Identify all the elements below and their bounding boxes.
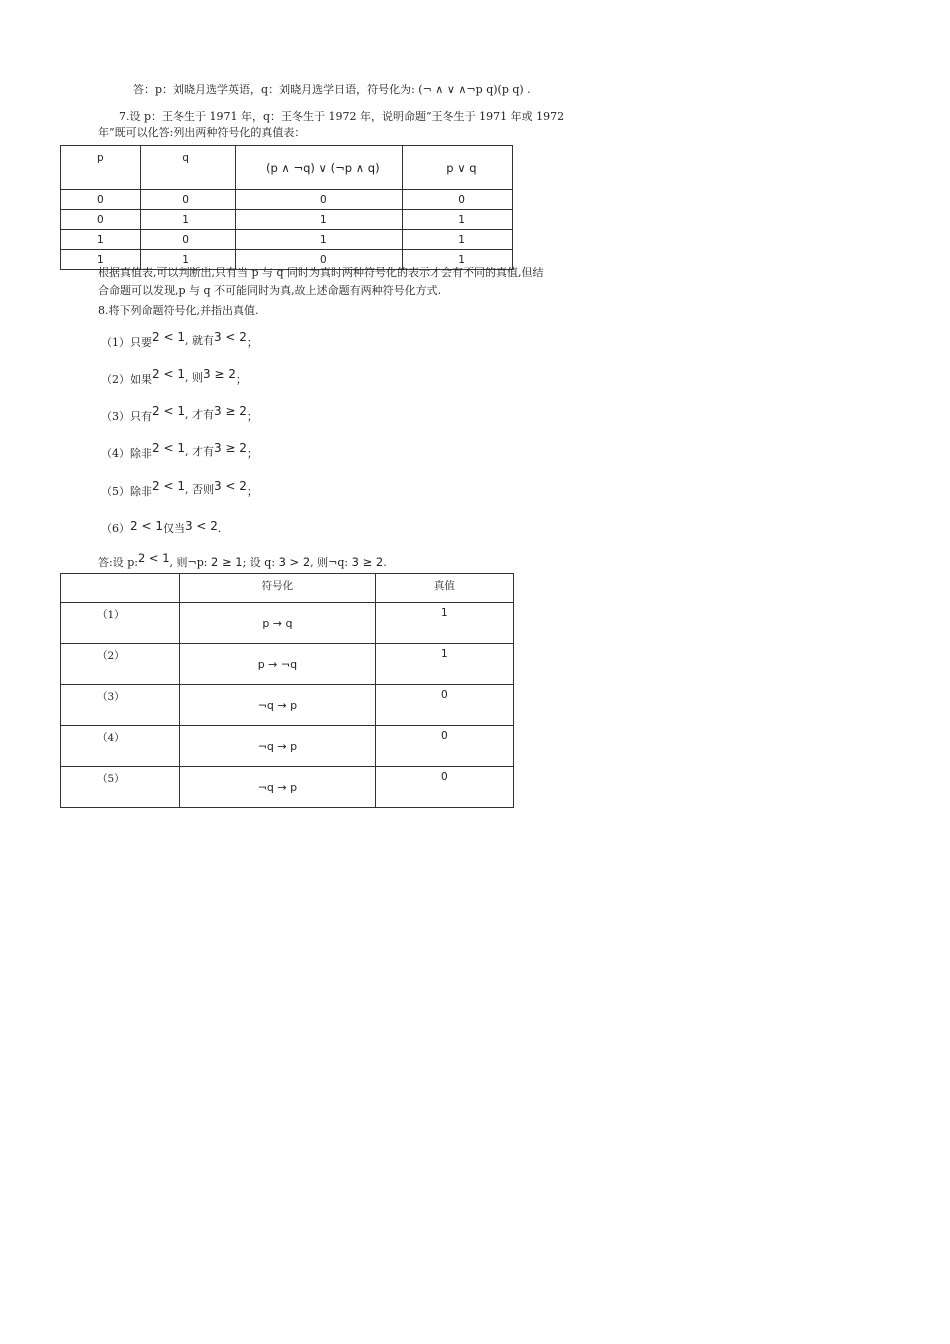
item-end: ；: [246, 447, 258, 460]
item-number: （4）: [101, 447, 130, 460]
table-cell: [180, 726, 376, 767]
item-math-2: 3 ≥ 2: [213, 404, 247, 418]
table-cell: [180, 767, 376, 808]
answer-8-math: 3 ≥ 2: [351, 555, 384, 569]
item-number: （1）: [101, 336, 130, 349]
item-end: ；: [235, 373, 247, 386]
table-cell: 1: [403, 210, 513, 230]
table-cell: 1: [235, 230, 402, 250]
question-8-item-6: [101, 520, 221, 536]
table-cell: 0: [141, 230, 236, 250]
item-math-2: 3 < 2: [184, 519, 218, 533]
table-cell: 0: [375, 767, 513, 808]
answer-8-part: , 则¬p:: [169, 556, 212, 569]
truth-table-1: [60, 145, 513, 270]
symbolization-table-header: [61, 574, 514, 603]
answer-8-part: ; 设 q:: [242, 556, 279, 569]
table-row: [61, 210, 513, 230]
answer-6-line: 答：p：刘晓月选学英语，q：刘晓月选学日语，符号化为: (¬ ∧ ∨ ∧¬p q)(p q) .: [133, 83, 531, 96]
formula: ¬q → p: [257, 699, 298, 712]
table-row: [61, 644, 514, 685]
item-middle: , 则: [184, 371, 203, 384]
table-cell: 1: [235, 210, 402, 230]
item-math-1: 2 < 1: [130, 519, 163, 533]
question-8-item-1: [101, 330, 258, 350]
answer-8-part: .: [383, 556, 387, 569]
item-prefix: 除非: [130, 485, 152, 498]
table-cell: [180, 685, 376, 726]
item-math-2: 3 ≥ 2: [202, 367, 236, 381]
table-cell: （3）: [61, 685, 180, 726]
table-cell: 0: [141, 190, 236, 210]
item-number: （2）: [101, 373, 130, 386]
table-cell: 0: [375, 726, 513, 767]
item-end: ；: [246, 485, 258, 498]
conclusion-line-2: 合命题可以发现,p 与 q 不可能同时为真,故上述命题有两种符号化方式.: [98, 284, 442, 297]
table-cell: 1: [403, 230, 513, 250]
header-exclusive-or: (p ∧ ¬q) ∨ (¬p ∧ q): [235, 146, 402, 190]
conclusion-line-1: 根据真值表,可以判断出,只有当 p 与 q 同时为真时两种符号化的表示才会有不同的真值,但结: [98, 266, 544, 279]
table-cell: 0: [235, 190, 402, 210]
header-q: q: [141, 146, 236, 190]
answer-8-math: 2 ≥ 1: [211, 555, 243, 569]
table-row: [61, 230, 513, 250]
answer-8-math: 2 < 1: [137, 551, 170, 565]
symbolization-table: [60, 573, 514, 808]
table-cell: （4）: [61, 726, 180, 767]
header-p: p: [61, 146, 141, 190]
table-cell: （5）: [61, 767, 180, 808]
question-8-item-5: [101, 479, 258, 499]
table-row: [61, 603, 514, 644]
item-end: ；: [246, 336, 258, 349]
item-math-2: 3 ≥ 2: [213, 441, 247, 455]
answer-8-line: [98, 551, 387, 570]
table-row: [61, 726, 514, 767]
formula: ¬q → p: [257, 781, 298, 794]
table-cell: 0: [235, 250, 402, 270]
table-cell: 1: [375, 644, 513, 685]
answer-8-part: , 则¬q:: [310, 556, 352, 569]
table-cell: 1: [61, 230, 141, 250]
item-prefix: 如果: [130, 373, 152, 386]
item-math-2: 3 < 2: [213, 330, 247, 344]
header-inclusive-or: p ∨ q: [403, 146, 513, 190]
table-cell: 0: [403, 190, 513, 210]
formula: p → q: [262, 617, 293, 630]
table-row: [61, 767, 514, 808]
answer-8-part: 答:设 p:: [98, 556, 138, 569]
item-math-1: 2 < 1: [152, 367, 185, 381]
item-middle: , 否则: [184, 483, 214, 496]
header-empty: [61, 574, 180, 603]
item-math-1: 2 < 1: [152, 330, 185, 344]
item-math-1: 2 < 1: [152, 441, 185, 455]
formula: ¬q → p: [257, 740, 298, 753]
header-symbolization: 符号化: [180, 574, 376, 603]
item-number: （3）: [101, 410, 130, 423]
item-middle: , 就有: [184, 334, 214, 347]
item-number: （5）: [101, 485, 130, 498]
item-prefix: 除非: [130, 447, 152, 460]
table-cell: 0: [61, 190, 141, 210]
question-7-line-2: 年”既可以化答:列出两种符号化的真值表：: [98, 126, 306, 139]
table-cell: 0: [61, 210, 141, 230]
item-middle: 仅当: [162, 522, 185, 535]
item-number: （6）: [101, 522, 130, 535]
table-cell: [180, 644, 376, 685]
item-prefix: 只有: [130, 410, 152, 423]
item-math-2: 3 < 2: [213, 479, 247, 493]
formula: p → ¬q: [257, 658, 298, 671]
answer-8-math: 3 > 2: [278, 555, 311, 569]
item-math-1: 2 < 1: [152, 479, 185, 493]
question-8-item-3: [101, 404, 258, 424]
item-end: ；: [246, 410, 258, 423]
item-math-1: 2 < 1: [152, 404, 185, 418]
item-middle: , 才有: [184, 408, 214, 421]
table-cell: 0: [375, 685, 513, 726]
truth-table-1-header: [61, 146, 513, 190]
item-end: .: [217, 522, 222, 535]
question-8-item-4: [101, 441, 258, 461]
question-8-item-2: [101, 367, 247, 387]
question-8-title: 8.将下列命题符号化,并指出真值.: [98, 304, 259, 317]
table-cell: （1）: [61, 603, 180, 644]
table-row: [61, 190, 513, 210]
table-cell: （2）: [61, 644, 180, 685]
table-cell: 1: [141, 250, 236, 270]
table-cell: 1: [61, 250, 141, 270]
question-7-line-1: 7.设 p：王冬生于 1971 年，q：王冬生于 1972 年，说明命题“王冬生于 1971 年或 1972: [119, 110, 565, 123]
header-truth-value: 真值: [375, 574, 513, 603]
table-cell: [180, 603, 376, 644]
item-prefix: 只要: [130, 336, 152, 349]
table-row: [61, 685, 514, 726]
table-cell: 1: [141, 210, 236, 230]
item-middle: , 才有: [184, 445, 214, 458]
table-cell: 1: [375, 603, 513, 644]
table-cell: 1: [403, 250, 513, 270]
